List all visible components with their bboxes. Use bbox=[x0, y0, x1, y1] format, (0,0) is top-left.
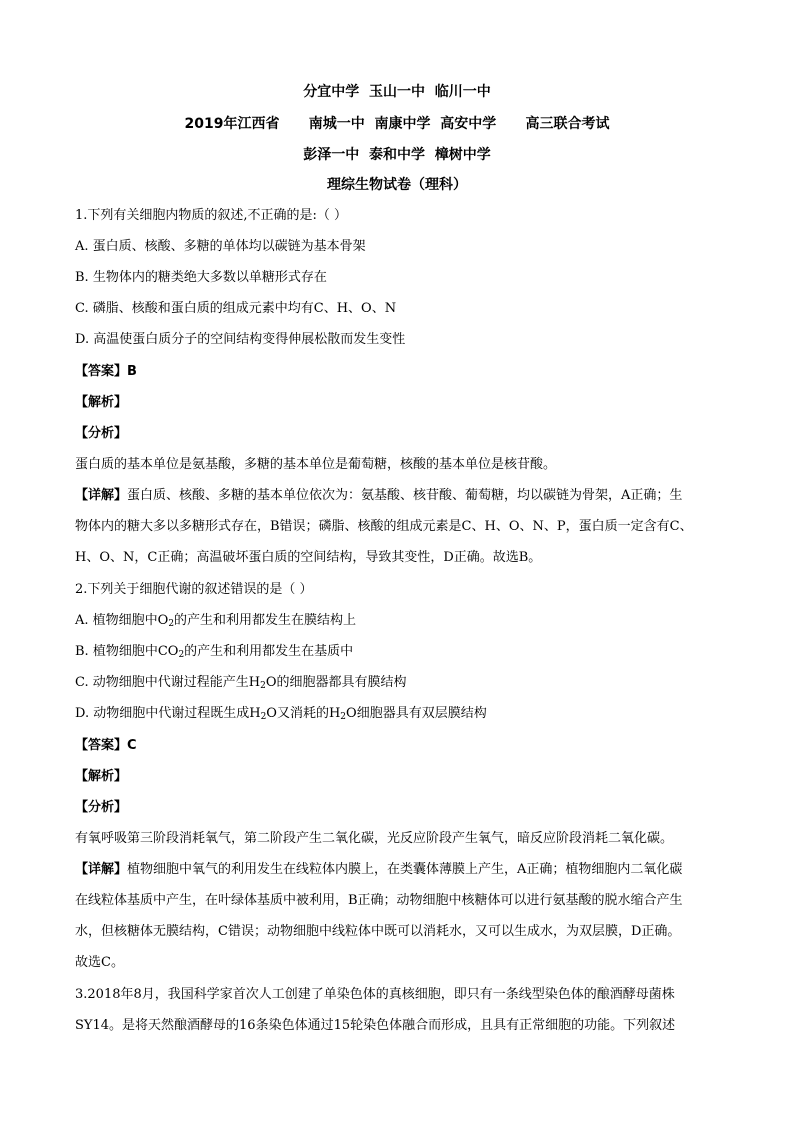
exam-name: 高三联合考试 bbox=[525, 116, 610, 132]
paper-title: 理综生物试卷（理科） bbox=[327, 177, 467, 193]
school-list-line-1: 分宜中学 玉山一中 临川一中 bbox=[303, 84, 491, 100]
q1-stem: 1.下列有关细胞内物质的叙述,不正确的是:（ ） bbox=[75, 208, 348, 223]
q1-detail-line-3: H、O、N，C正确；高温破坏蛋白质的空间结构，导致其变性，D正确。故选B。 bbox=[75, 550, 542, 565]
q2-option-c: C. 动物细胞中代谢过程能产生$H_2O$的细胞器都具有膜结构 bbox=[75, 675, 407, 691]
q1-analysis: 蛋白质的基本单位是氨基酸，多糖的基本单位是葡萄糖，核酸的基本单位是核苷酸。 bbox=[75, 457, 557, 472]
school-list-line-2: 南城一中 南康中学 高安中学 bbox=[308, 116, 497, 132]
q1-fenxi-heading: 【分析】 bbox=[75, 426, 128, 441]
q1-jiexi-heading: 【解析】 bbox=[75, 395, 128, 410]
q2-detail-line-2: 在线粒体基质中产生，在叶绿体基质中被利用，B正确；动物细胞中核糖体可以进行氨基酸的脱水缩合产生 bbox=[75, 893, 683, 908]
q2-fenxi-heading: 【分析】 bbox=[75, 800, 128, 815]
q3-stem-line-1: 3.2018年8月，我国科学家首次人工创建了单染色体的真核细胞，即只有一条线型染色体的酿酒酵母菌株 bbox=[75, 987, 675, 1002]
q2-detail-line-1: 【详解】植物细胞中氧气的利用发生在线粒体内膜上，在类囊体薄膜上产生，A正确；植物细胞内二氧化碳 bbox=[75, 862, 683, 877]
q1-detail-line-2: 物体内的糖大多以多糖形式存在，B错误；磷脂、核酸的组成元素是C、H、O、N、P，蛋白质一定含有C、 bbox=[75, 519, 693, 534]
q1-option-a: A. 蛋白质、核酸、多糖的单体均以碳链为基本骨架 bbox=[75, 239, 366, 254]
q2-detail-line-4: 故选C。 bbox=[75, 955, 124, 970]
q2-detail-line-3: 水，但核糖体无膜结构，C错误；动物细胞中线粒体中既可以消耗水，又可以生成水，为双层膜，D正确。 bbox=[75, 924, 681, 939]
q2-stem: 2.下列关于细胞代谢的叙述错误的是（ ） bbox=[75, 582, 313, 597]
q2-answer: 【答案】C bbox=[75, 738, 137, 753]
q2-jiexi-heading: 【解析】 bbox=[75, 769, 128, 784]
q1-detail-label: 【详解】 bbox=[75, 488, 128, 503]
q1-detail-line-1: 【详解】蛋白质、核酸、多糖的基本单位依次为：氨基酸、核苷酸、葡萄糖，均以碳链为骨架，A正确；生 bbox=[75, 488, 683, 503]
school-list-line-3: 彭泽一中 泰和中学 樟树中学 bbox=[303, 147, 491, 163]
q1-answer: 【答案】B bbox=[75, 364, 137, 379]
q2-option-a: A. 植物细胞中$O_2$的产生和利用都发生在膜结构上 bbox=[75, 613, 357, 629]
exam-year-province: 2019年江西省 bbox=[184, 116, 280, 132]
q2-detail-label: 【详解】 bbox=[75, 862, 128, 877]
q1-option-b: B. 生物体内的糖类绝大多数以单糖形式存在 bbox=[75, 270, 327, 285]
q2-option-b: B. 植物细胞中$CO_2$的产生和利用都发生在基质中 bbox=[75, 644, 354, 660]
q2-option-d: D. 动物细胞中代谢过程既生成$H_2O$又消耗的$H_2O$细胞器具有双层膜结构 bbox=[75, 706, 487, 722]
exam-header-line bbox=[0, 114, 794, 134]
q3-stem-line-2: SY14。是将天然酿酒酵母的16条染色体通过15轮染色体融合而形成，且具有正常细胞的功能。下列叙述 bbox=[75, 1018, 676, 1033]
q1-option-c: C. 磷脂、核酸和蛋白质的组成元素中均有C、H、O、N bbox=[75, 301, 397, 316]
q2-analysis: 有氧呼吸第三阶段消耗氧气，第二阶段产生二氧化碳，光反应阶段产生氧气，暗反应阶段消耗二氧化碳。 bbox=[75, 831, 674, 846]
q1-option-d: D. 高温使蛋白质分子的空间结构变得伸展松散而发生变性 bbox=[75, 332, 406, 347]
